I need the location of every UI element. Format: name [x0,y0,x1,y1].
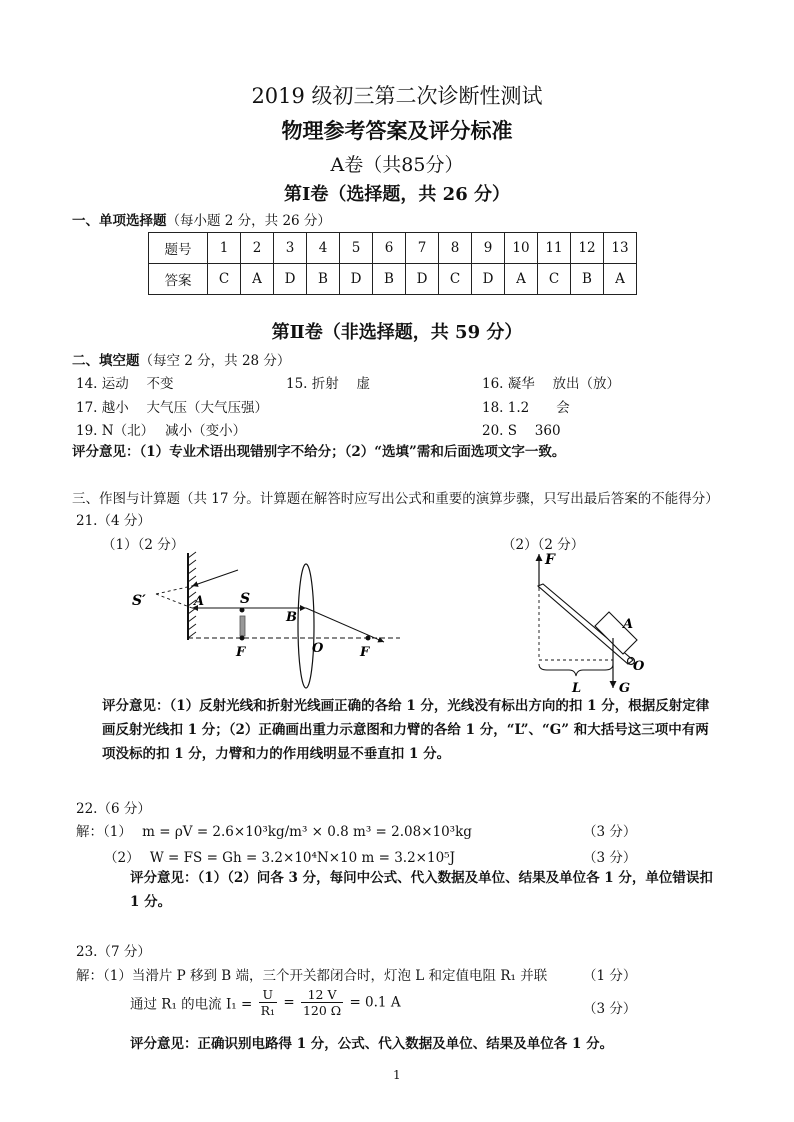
q22-comment-line1: 评分意见：（1）（2）问各 3 分，每问中公式、代入数据及单位、结果及单位各 1 分，单位错误扣 [130,870,713,886]
question-number: 5 [340,233,373,264]
question-number: 10 [505,233,538,264]
question-number: 13 [604,233,637,264]
fraction-u-over-r1 [259,987,277,1018]
answer-cell: C [208,264,241,295]
q23-part2-result: = 0.1 A [349,994,401,1011]
fill-answer-15: 15. 折射 虚 [286,376,371,392]
answer-cell: B [571,264,604,295]
part1-title: 第Ⅰ卷（选择题，共 26 分） [283,184,510,205]
question-number: 1 [208,233,241,264]
fill-answer-20: 20. S 360 [482,423,561,439]
label-a: A [623,617,634,632]
fill-answer-14: 14. 运动 不变 [76,376,174,392]
q21-comment [102,694,709,766]
q21-comment-line3: 项没标的扣 1 分，力臂和力的作用线明显不垂直扣 1 分。 [102,746,451,762]
question-number: 8 [439,233,472,264]
section1-heading: 一、单项选择题 [72,213,167,229]
q21-sub2-label: （2）（2 分） [502,537,585,553]
section1-note: （每小题 2 分，共 26 分） [166,213,331,229]
equals-sign: = [283,994,295,1011]
fraction-numerator: 12 V [301,987,343,1003]
q23-part2-score: （3 分） [583,1001,637,1017]
answer-cell: D [406,264,439,295]
q23-label: 23.（7 分） [76,944,151,960]
source-candle [240,616,245,636]
q23-comment: 评分意见：正确识别电路得 1 分，公式、代入数据及单位、结果及单位各 1 分。 [130,1036,614,1052]
volume-a-title: A卷（共85分） [330,154,464,176]
table-row-numbers [149,233,637,264]
exam-title: 2019 级初三第二次诊断性测试 [251,84,543,108]
fill-answer-19: 19. N（北） 减小（变小） [76,423,247,439]
q23-part2-prefix: 通过 R₁ 的电流 I₁ = [130,996,253,1013]
section3-header [72,487,719,507]
part2-title: 第Ⅱ卷（非选择题，共 59 分） [271,322,523,343]
q22-part1-score: （3 分） [583,824,637,840]
q23-part2 [130,987,401,1018]
optics-diagram [120,548,410,698]
q22-solution-prefix: 解： [76,824,103,840]
convex-lens [298,564,314,688]
answer-cell: A [505,264,538,295]
question-number: 11 [538,233,571,264]
virtual-ray-upper [156,586,192,594]
q22-part2 [104,846,455,866]
lever-diagram [525,548,655,696]
q21-label: 21.（4 分） [76,513,151,529]
q22-part1 [76,820,472,840]
label-f: F [545,552,555,568]
label-f-right: F [360,645,370,660]
section2-header [72,349,290,369]
label-o: O [633,659,645,674]
fraction-values [301,987,343,1018]
label-a: A [194,594,205,609]
fill-answer-18: 18. 1.2 会 [482,400,570,416]
fraction-numerator: U [259,987,277,1003]
fraction-denominator: R₁ [260,1003,276,1018]
row-label-answer: 答案 [149,264,208,295]
q22-part2-num: （2） [104,850,140,866]
q22-comment [130,866,713,914]
label-s-prime: S′ [132,593,146,609]
section3-heading: 三、作图与计算题 [72,491,180,507]
page-number: 1 [393,1068,401,1082]
label-l: L [572,681,582,696]
label-o: O [312,641,324,656]
q22-part2-score: （3 分） [583,850,637,866]
focal-point-right [366,636,371,641]
fraction-denominator: 120 Ω [302,1003,342,1018]
q22-label: 22.（6 分） [76,801,151,817]
question-number: 12 [571,233,604,264]
question-number: 7 [406,233,439,264]
q22-part1-num: （1） [103,824,132,840]
q23-solution-prefix: 解： [76,968,103,984]
answer-cell: A [604,264,637,295]
table-row-answers [149,264,637,295]
answer-cell: B [373,264,406,295]
question-number: 2 [241,233,274,264]
fill-answer-17: 17. 越小 大气压（大气压强） [76,400,269,416]
row-label-number: 题号 [149,233,208,264]
virtual-ray-lower [156,594,192,608]
section1-header [72,209,331,229]
answer-cell: C [538,264,571,295]
focal-point-left [240,636,245,641]
answer-table [148,232,637,295]
answer-cell: C [439,264,472,295]
question-number: 9 [472,233,505,264]
fill-answer-16: 16. 凝华 放出（放） [482,376,621,392]
section2-heading: 二、填空题 [72,353,140,369]
q22-part1-equation: m = ρV = 2.6×10³kg/m³ × 0.8 m³ = 2.08×10³kg [142,824,472,840]
question-number: 3 [274,233,307,264]
answer-cell: A [241,264,274,295]
label-f-left: F [236,645,246,660]
q22-comment-line2: 1 分。 [130,894,172,910]
section3-note: （共 17 分。计算题在解答时应写出公式和重要的演算步骤，只写出最后答案的不能得分） [180,491,719,507]
q21-comment-line2: 画反射光线扣 1 分；（2）正确画出重力示意图和力臂的各给 1 分，“L”、“G” 和大括号这三项中有两 [102,722,709,738]
answer-cell: D [340,264,373,295]
q21-comment-line1: 评分意见：（1）反射光线和折射光线画正确的各给 1 分，光线没有标出方向的扣 1 分，根据反射定律 [102,698,710,714]
q21-sub1-label: （1）（2 分） [102,537,185,553]
section2-comment: 评分意见：（1）专业术语出现错别字不给分；（2）“选填”需和后面选项文字一致。 [72,444,566,460]
ray-refracted [306,608,384,642]
q22-part2-equation: W = FS = Gh = 3.2×10⁴N×10 m = 3.2×10⁵J [149,850,455,866]
answer-cell: D [274,264,307,295]
label-s: S [240,591,251,607]
answer-cell: D [472,264,505,295]
ray-incident-upper [192,570,238,586]
answer-subtitle: 物理参考答案及评分标准 [281,118,513,143]
q23-part1 [76,964,547,984]
moment-arm-brace [539,664,613,676]
label-g: G [619,681,631,696]
question-number: 4 [307,233,340,264]
q23-part1-text: （1）当滑片 P 移到 B 端，三个开关都闭合时，灯泡 L 和定值电阻 R₁ 并联 [103,968,548,984]
label-b: B [286,610,297,625]
section2-note: （每空 2 分，共 28 分） [139,353,291,369]
source-point [240,608,245,613]
question-number: 6 [373,233,406,264]
q23-part1-score: （1 分） [583,968,637,984]
answer-cell: B [307,264,340,295]
